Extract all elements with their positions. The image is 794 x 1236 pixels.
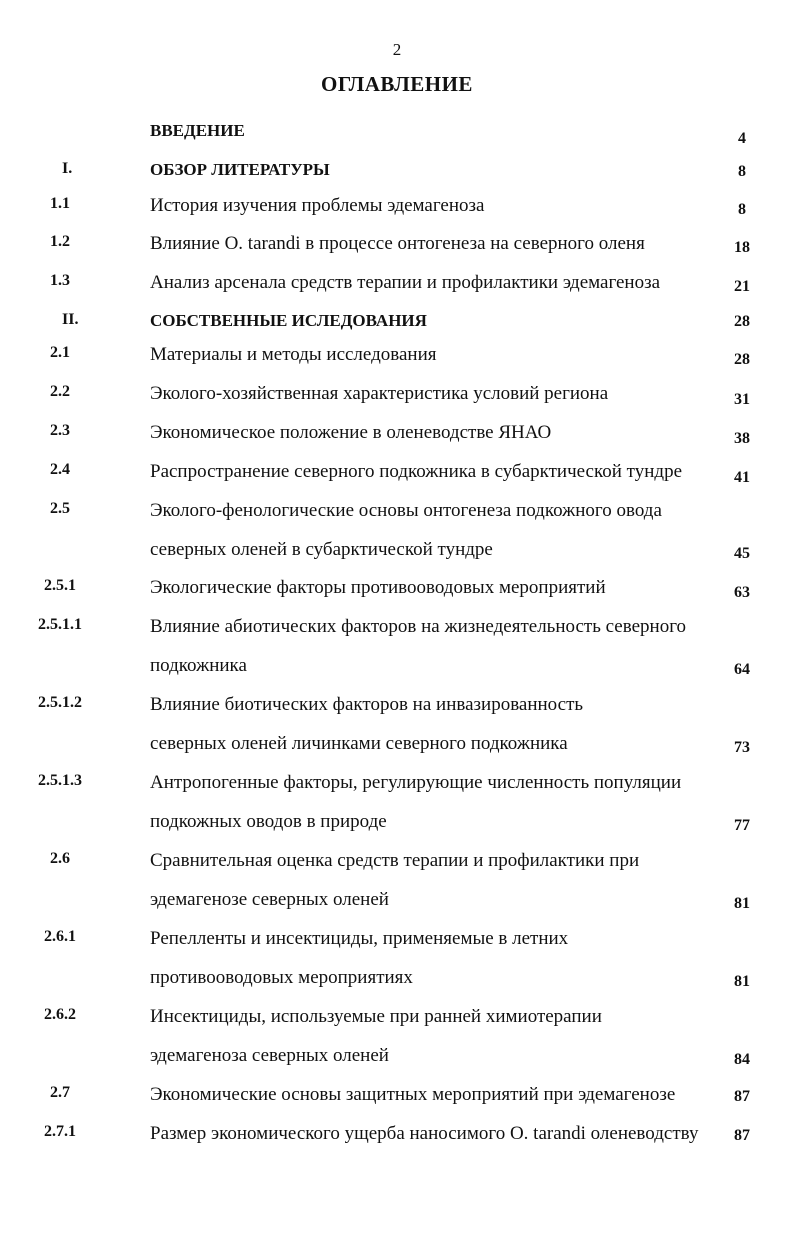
- toc-entry-page: 4: [738, 130, 746, 147]
- toc-entry: [0, 500, 794, 570]
- toc-entry-number: 1.1: [50, 195, 70, 212]
- toc-entry-page: 87: [734, 1088, 750, 1105]
- toc-entry-title-continued: подкожных оводов в природе: [150, 811, 387, 832]
- toc-entry: [0, 616, 794, 686]
- toc-entry-title: Влияние абиотических факторов на жизнедеятельность северного: [150, 616, 687, 637]
- toc-entry: [0, 928, 794, 998]
- toc-entry-title-continued: северных оленей в субарктической тундре: [150, 539, 493, 560]
- toc-entry-number: 2.2: [50, 383, 70, 400]
- toc-entry-title: Инсектициды, используемые при ранней химиотерапии: [150, 1006, 602, 1027]
- toc-entry-page: 84: [734, 1051, 750, 1068]
- toc-entry-number: 1.3: [50, 272, 70, 289]
- toc-entry-title: Распространение северного подкожника в субарктической тундре: [150, 461, 682, 482]
- toc-entry: [0, 160, 794, 190]
- toc-entry-page: 73: [734, 739, 750, 756]
- toc-entry-page: 31: [734, 391, 750, 408]
- toc-entry-page: 8: [738, 163, 746, 180]
- toc-entry-page: 21: [734, 278, 750, 295]
- toc-entry-title: ОБЗОР ЛИТЕРАТУРЫ: [150, 160, 330, 179]
- toc-entry-number: 2.6: [50, 850, 70, 867]
- toc-entry-title: Эколого-фенологические основы онтогенеза подкожного овода: [150, 500, 662, 521]
- toc-entry-page: 28: [734, 313, 750, 330]
- toc-entry-number: 2.5.1: [44, 577, 76, 594]
- toc-entry: [0, 121, 794, 151]
- toc-entry-title-continued: эдемагенозе северных оленей: [150, 889, 389, 910]
- toc-entry-page: 87: [734, 1127, 750, 1144]
- toc-entry: [0, 311, 794, 341]
- toc-entry-number: 2.5: [50, 500, 70, 517]
- toc-entry-title: Анализ арсенала средств терапии и профилактики эдемагеноза: [150, 272, 661, 293]
- toc-entry-page: 45: [734, 545, 750, 562]
- toc-entry-page: 77: [734, 817, 750, 834]
- toc-entry-number: II.: [62, 311, 79, 328]
- toc-entry-title: Материалы и методы исследования: [150, 344, 437, 365]
- toc-entry: [0, 1006, 794, 1076]
- toc-entry-title-continued: противооводовых мероприятиях: [150, 967, 413, 988]
- toc-entry-number: 2.6.1: [44, 928, 76, 945]
- toc-entry: [0, 772, 794, 842]
- toc-entry-title: Экологические факторы противооводовых мероприятий: [150, 577, 606, 598]
- toc-entry: [0, 383, 794, 413]
- toc-entry: [0, 195, 794, 225]
- toc-entry: [0, 694, 794, 764]
- toc-entry-number: 2.6.2: [44, 1006, 76, 1023]
- toc-entry-title-continued: подкожника: [150, 655, 247, 676]
- toc-entry: [0, 577, 794, 607]
- toc-entry-title: Сравнительная оценка средств терапии и профилактики при: [150, 850, 640, 871]
- toc-entry-number: 1.2: [50, 233, 70, 250]
- toc-entry: [0, 422, 794, 452]
- toc-entry-page: 38: [734, 430, 750, 447]
- toc-entry-title: СОБСТВЕННЫЕ ИСЛЕДОВАНИЯ: [150, 311, 427, 330]
- toc-entry-title: Репелленты и инсектициды, применяемые в летних: [150, 928, 569, 949]
- page-title: ОГЛАВЛЕНИЕ: [321, 72, 473, 96]
- toc-entry-number: 2.4: [50, 461, 70, 478]
- toc-entry-title-continued: северных оленей личинками северного подкожника: [150, 733, 568, 754]
- page-number: 2: [392, 40, 402, 59]
- toc-entry: [0, 1084, 794, 1114]
- toc-entry: [0, 850, 794, 920]
- toc-entry-title: ВВЕДЕНИЕ: [150, 121, 245, 140]
- toc-entry-title: Экономические основы защитных мероприятий при эдемагенозе: [150, 1084, 676, 1105]
- toc-entry: [0, 344, 794, 374]
- toc-entry-title: Влияние O. tarandi в процессе онтогенеза на северного оленя: [150, 233, 645, 254]
- toc-entry-number: 2.5.1.1: [38, 616, 82, 633]
- toc-entry-page: 18: [734, 239, 750, 256]
- toc-entry-page: 64: [734, 661, 750, 678]
- toc-entry-page: 63: [734, 584, 750, 601]
- toc-entry-title: Антропогенные факторы, регулирующие численность популяции: [150, 772, 682, 793]
- toc-entry: [0, 461, 794, 491]
- toc-entry: [0, 233, 794, 263]
- toc-entry: [0, 272, 794, 302]
- toc-entry-title: История изучения проблемы эдемагеноза: [150, 195, 485, 216]
- toc-entry-number: I.: [62, 160, 73, 177]
- toc-entry-number: 2.5.1.2: [38, 694, 82, 711]
- toc-entry-page: 81: [734, 973, 750, 990]
- toc-entry-number: 2.7.1: [44, 1123, 76, 1140]
- toc-entry-page: 8: [738, 201, 746, 218]
- toc-entry-number: 2.7: [50, 1084, 70, 1101]
- toc-entry-page: 28: [734, 351, 750, 368]
- toc-entry-page: 81: [734, 895, 750, 912]
- toc-entry-title: Влияние биотических факторов на инвазированность: [150, 694, 584, 715]
- toc-entry-number: 2.5.1.3: [38, 772, 82, 789]
- toc-entry-number: 2.3: [50, 422, 70, 439]
- toc-entry-number: 2.1: [50, 344, 70, 361]
- toc-entry-title-continued: эдемагеноза северных оленей: [150, 1045, 389, 1066]
- toc-entry-title: Эколого-хозяйственная характеристика условий региона: [150, 383, 609, 404]
- toc-entry: [0, 1123, 794, 1153]
- toc-entry-title: Экономическое положение в оленеводстве ЯНАО: [150, 422, 552, 443]
- toc-entry-page: 41: [734, 469, 750, 486]
- toc-entry-title: Размер экономического ущерба наносимого O. tarandi оленеводству: [150, 1123, 699, 1144]
